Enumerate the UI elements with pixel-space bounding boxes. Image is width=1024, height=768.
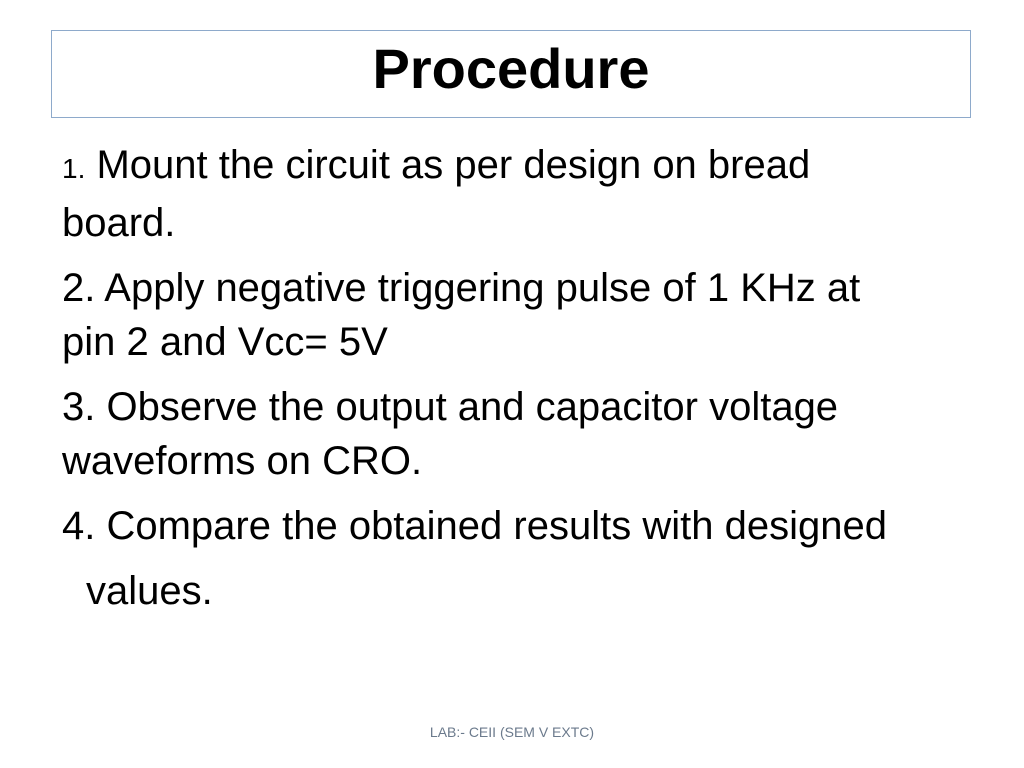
procedure-step-3 [62, 380, 1012, 488]
step-text: Compare the obtained results with designed [95, 504, 887, 548]
slide-footer: LAB:- CEII (SEM V EXTC) [429, 724, 595, 740]
procedure-list [62, 138, 1012, 629]
step-number: 3. [62, 385, 96, 429]
title-box [51, 30, 971, 118]
step-text: Observe the output and capacitor voltage [95, 385, 839, 429]
step-text-continuation: pin 2 and Vcc= 5V [62, 320, 388, 364]
step-text: Mount the circuit as per design on bread [85, 143, 811, 187]
step-text: Apply negative triggering pulse of 1 KHz at [95, 266, 861, 310]
step-text-continuation: waveforms on CRO. [62, 439, 423, 483]
step-number: 1. [62, 153, 86, 184]
procedure-step-4 [62, 499, 1012, 618]
step-number: 2. [62, 266, 96, 310]
step-text-continuation: values. [86, 569, 213, 613]
procedure-step-1 [62, 138, 1012, 250]
slide-title: Procedure [372, 37, 650, 100]
step-number: 4. [62, 504, 96, 548]
procedure-step-2 [62, 261, 1012, 369]
step-text-continuation: board. [62, 201, 176, 245]
